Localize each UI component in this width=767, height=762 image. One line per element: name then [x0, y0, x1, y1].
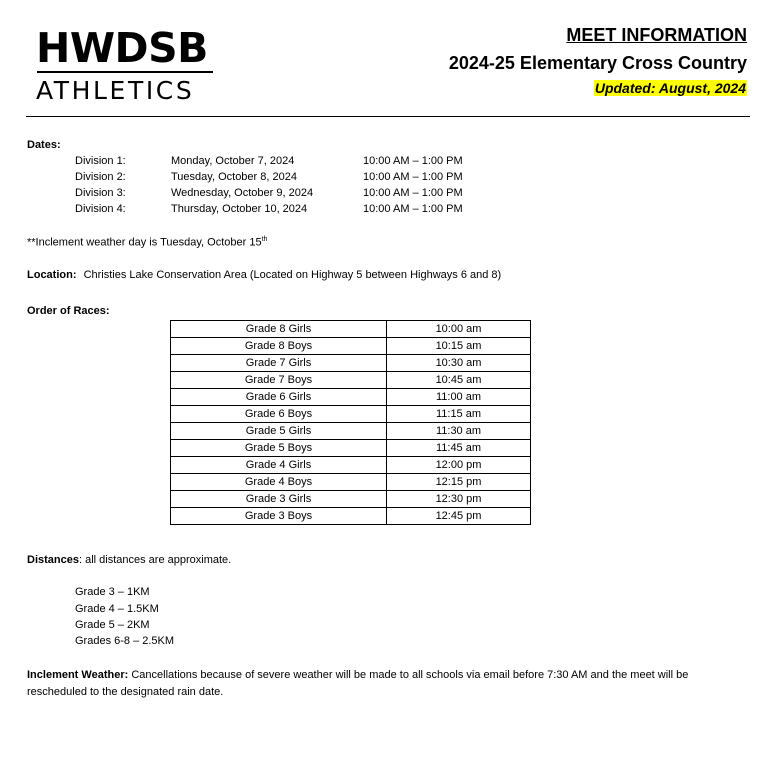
inclement-weather-label: Inclement Weather: [27, 669, 129, 681]
logo-top-text: HWDSB [36, 24, 208, 72]
division-date: Monday, October 7, 2024 [171, 155, 295, 167]
distance-item: Grade 4 – 1.5KM [75, 603, 159, 615]
table-row [171, 321, 531, 338]
table-row [171, 440, 531, 457]
table-row [171, 491, 531, 508]
distances-note: : all distances are approximate. [78, 554, 232, 566]
race-time: 10:00 am [387, 321, 531, 338]
division-date: Tuesday, October 8, 2024 [171, 171, 297, 183]
table-row [171, 372, 531, 389]
table-row [171, 474, 531, 491]
race-grade: Grade 8 Girls [171, 321, 387, 338]
race-time: 11:30 am [387, 423, 531, 440]
races-table [170, 320, 531, 525]
location-text: Christies Lake Conservation Area (Located on Highway 5 between Highways 6 and 8) [83, 269, 502, 281]
logo-bottom-text: ATHLETICS [36, 76, 195, 105]
division-time: 10:00 AM – 1:00 PM [363, 203, 463, 215]
division-time: 10:00 AM – 1:00 PM [363, 171, 463, 183]
inclement-weather-text: Cancellations because of severe weather will be made to all schools via email before 7:30 AM and the meet will be rescheduled to the designated rain date. [27, 669, 689, 698]
race-grade: Grade 8 Boys [171, 338, 387, 355]
race-time: 11:45 am [387, 440, 531, 457]
race-grade: Grade 4 Boys [171, 474, 387, 491]
division-name: Division 2: [75, 171, 126, 183]
division-name: Division 4: [75, 203, 126, 215]
order-of-races-label: Order of Races: [27, 305, 110, 317]
race-time: 10:15 am [387, 338, 531, 355]
distances-line [27, 554, 231, 566]
race-time: 12:45 pm [387, 508, 531, 525]
division-name: Division 3: [75, 187, 126, 199]
hwdsb-athletics-logo [36, 24, 213, 105]
race-time: 12:00 pm [387, 457, 531, 474]
distance-item: Grade 5 – 2KM [75, 619, 150, 631]
distance-item: Grades 6-8 – 2.5KM [75, 635, 175, 647]
location-label: Location: [27, 269, 77, 281]
race-time: 10:30 am [387, 355, 531, 372]
division-time: 10:00 AM – 1:00 PM [363, 155, 463, 167]
inclement-day-suffix: th [261, 236, 268, 243]
location-line [27, 269, 501, 281]
race-time: 11:15 am [387, 406, 531, 423]
race-grade: Grade 3 Boys [171, 508, 387, 525]
table-row [171, 457, 531, 474]
page-subtitle: 2024-25 Elementary Cross Country [448, 53, 747, 73]
updated-badge: Updated: August, 2024 [594, 80, 746, 96]
race-grade: Grade 7 Girls [171, 355, 387, 372]
distances-label: Distances [27, 554, 79, 566]
race-time: 11:00 am [387, 389, 531, 406]
page-title: MEET INFORMATION [566, 25, 747, 45]
race-grade: Grade 6 Boys [171, 406, 387, 423]
race-time: 10:45 am [387, 372, 531, 389]
table-row [171, 355, 531, 372]
inclement-weather-paragraph [27, 667, 751, 701]
division-date: Thursday, October 10, 2024 [171, 203, 308, 215]
table-row [171, 389, 531, 406]
inclement-weather-day [27, 236, 267, 249]
table-row [171, 338, 531, 355]
table-row [171, 508, 531, 525]
table-row [171, 423, 531, 440]
division-name: Division 1: [75, 155, 126, 167]
race-time: 12:15 pm [387, 474, 531, 491]
distance-item: Grade 3 – 1KM [75, 586, 150, 598]
race-grade: Grade 4 Girls [171, 457, 387, 474]
race-grade: Grade 7 Boys [171, 372, 387, 389]
race-grade: Grade 6 Girls [171, 389, 387, 406]
division-time: 10:00 AM – 1:00 PM [363, 187, 463, 199]
race-grade: Grade 5 Boys [171, 440, 387, 457]
race-grade: Grade 5 Girls [171, 423, 387, 440]
race-grade: Grade 3 Girls [171, 491, 387, 508]
inclement-day-text: **Inclement weather day is Tuesday, October 15 [27, 236, 262, 249]
table-row [171, 406, 531, 423]
division-date: Wednesday, October 9, 2024 [171, 187, 314, 199]
dates-label: Dates: [27, 139, 61, 151]
header-divider [26, 116, 750, 117]
race-time: 12:30 pm [387, 491, 531, 508]
